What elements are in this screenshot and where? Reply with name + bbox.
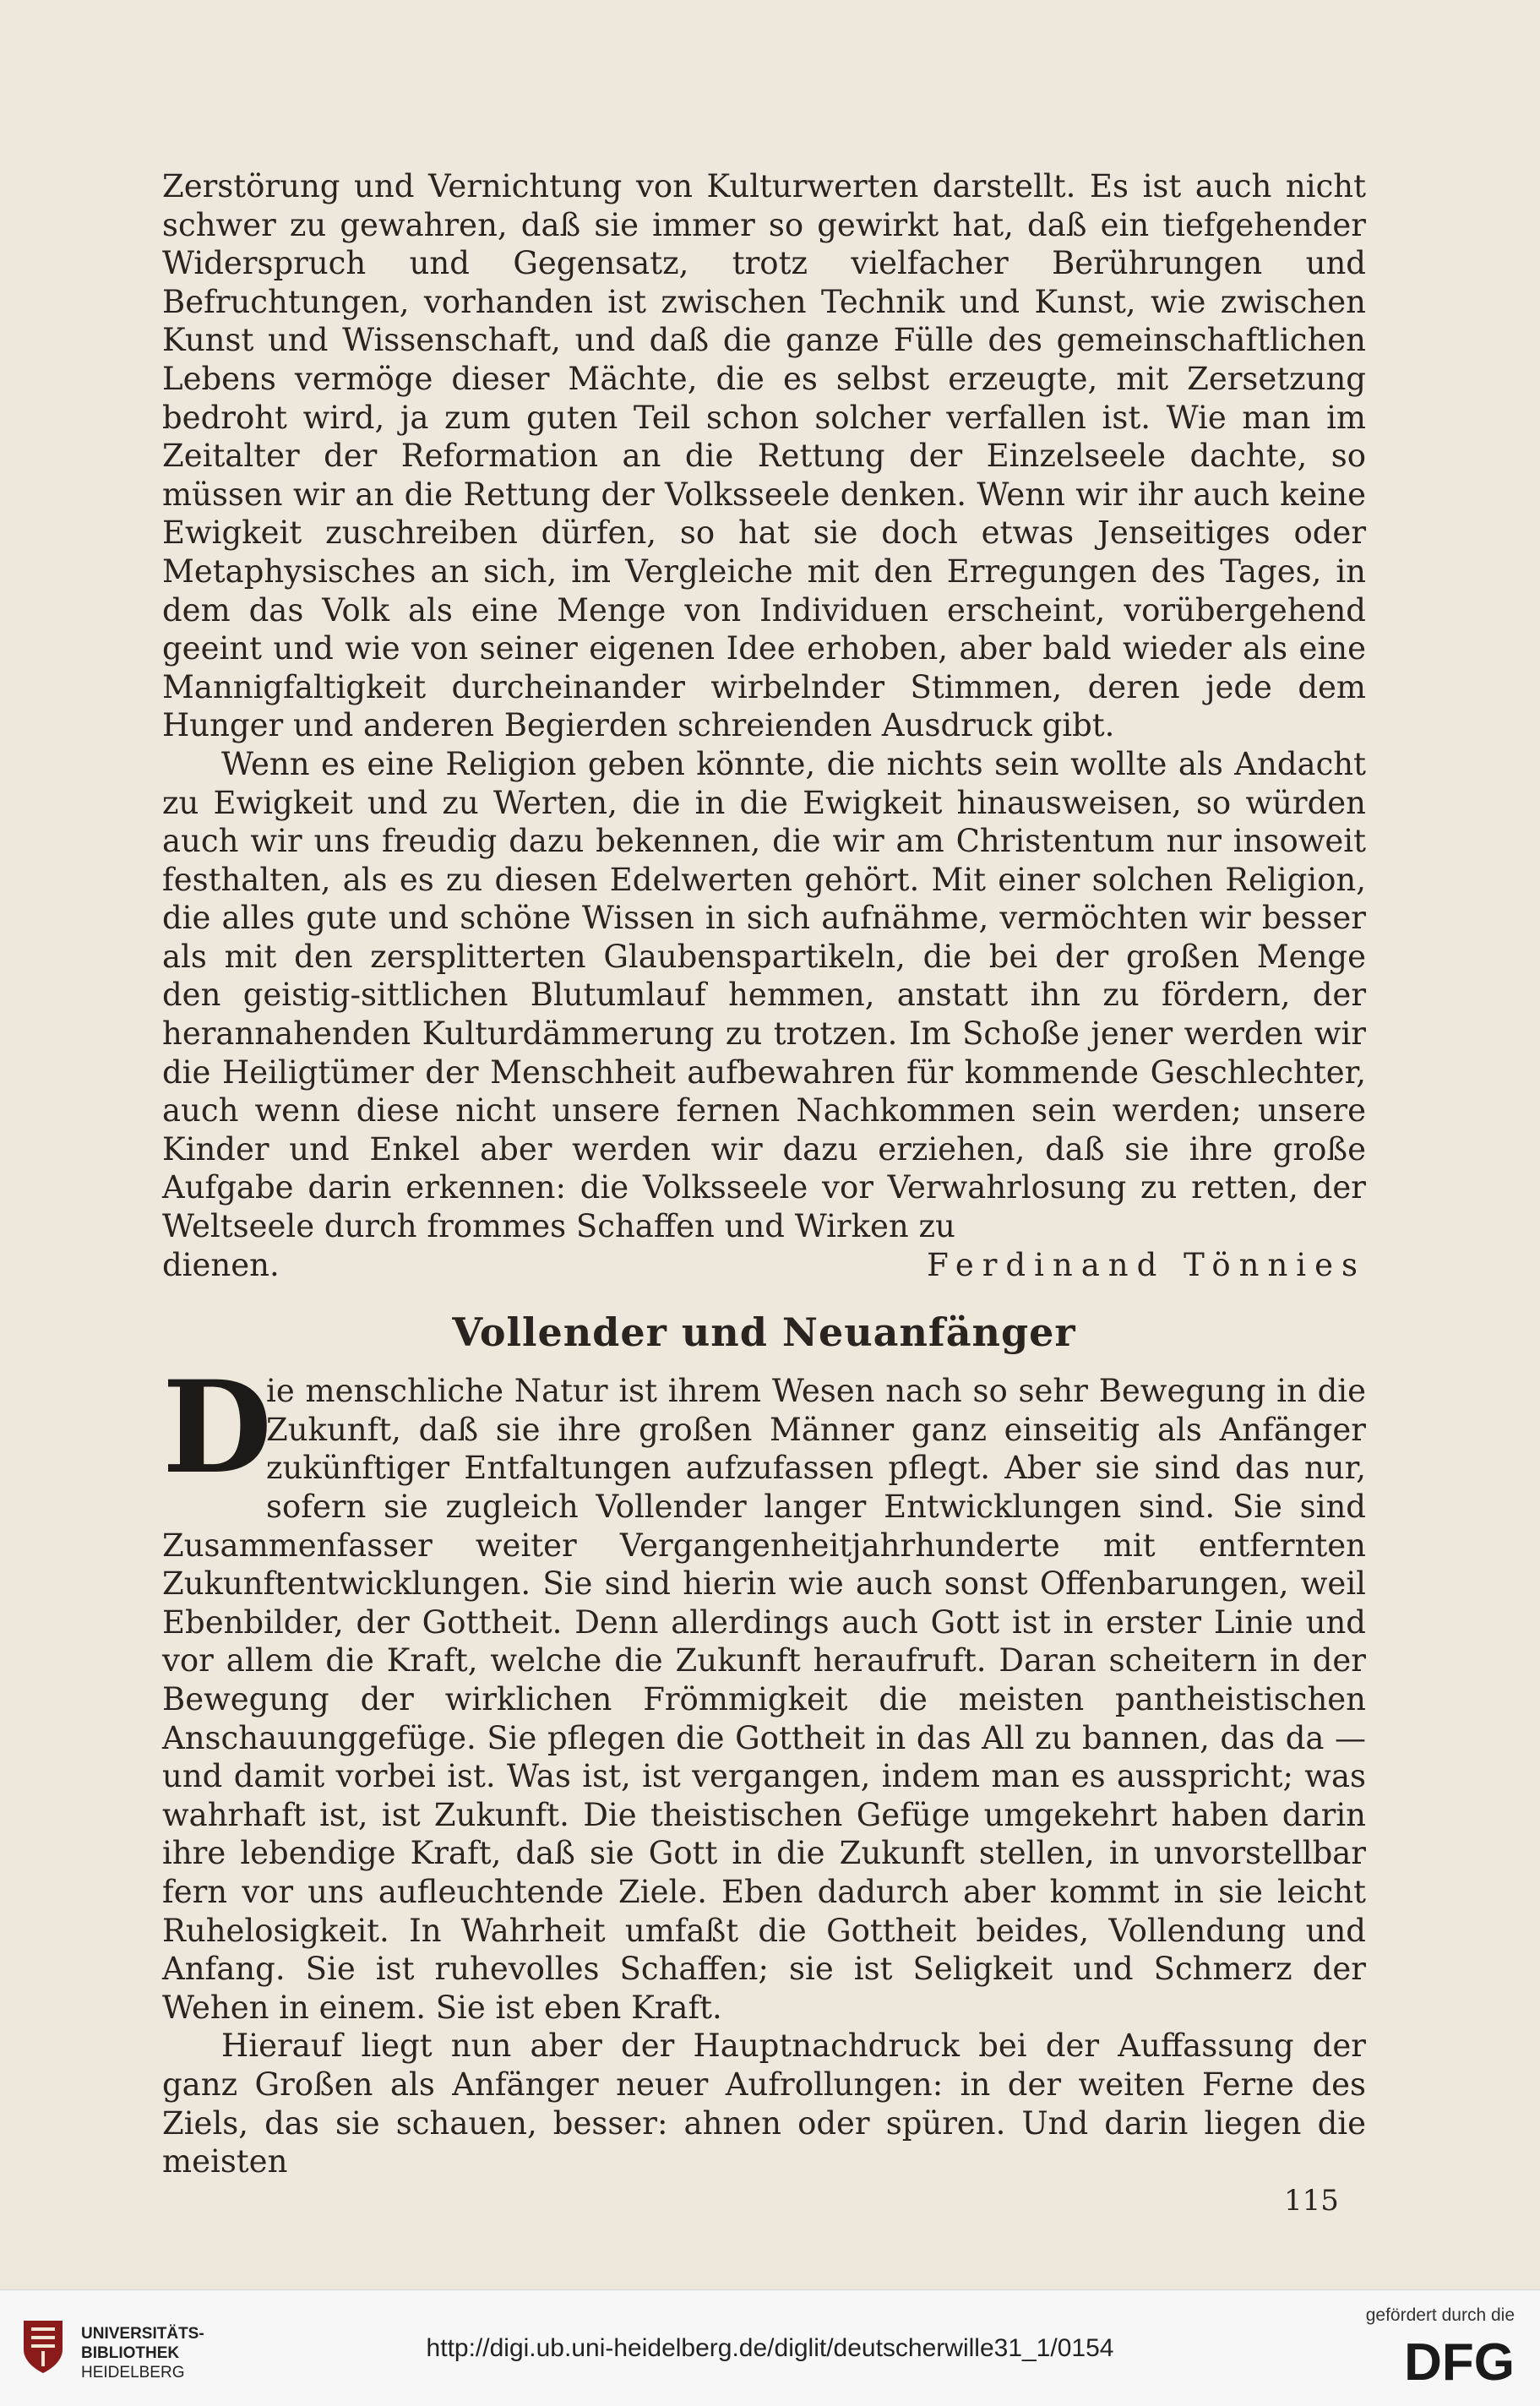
article2-paragraph-2: Hierauf liegt nun aber der Hauptnachdruck bei der Auffassung der ganz Großen als Anfänger neuer Aufrollungen: in der weiten Ferne des Ziels, das sie schauen, besser: ahnen oder spüren. Und darin liegen die meisten xyxy=(162,2028,1366,2180)
dfg-logo-text: DFG xyxy=(1404,2334,1515,2385)
dfg-logo-icon xyxy=(1364,2334,1516,2385)
university-name-line-2: BIBLIOTHEK xyxy=(81,2344,180,2362)
author-name: Ferdinand Tönnies xyxy=(927,1246,1366,1283)
page-number: 115 xyxy=(1284,2184,1339,2218)
source-url-link[interactable]: http://digi.ub.uni-heidelberg.de/diglit/deutscherwille31_1/0154 xyxy=(426,2334,1114,2362)
article2-paragraph-1-text: ie menschliche Natur ist ihrem Wesen nach so sehr Bewegung in die Zukunft, daß sie ihre großen Männer ganz einseitig als Anfänger zukünftiger Entfaltungen aufzufassen pflegt. Aber sie sind das nur, sofern sie zugleich Vollender langer Entwicklungen sind. Sie sind Zusammenfasser weiter Vergangenheitjahrhunderte mit entfernten Zukunftentwicklungen. Sie sind hierin wie auch sonst Offenbarungen, weil Ebenbilder, der Gottheit. Denn allerdings auch Gott ist in erster Linie und vor allem die Kraft, welche die Zukunft heraufruft. Daran scheitern in der Bewegung der wirklichen Frömmigkeit die meisten pantheistischen Anschauunggefüge. Sie pflegen die Gottheit in das All zu bannen, das da — und damit vorbei ist. Was ist, ist vergangen, indem man es ausspricht; was wahrhaft ist, ist Zukunft. Die theistischen Gefüge umgekehrt haben darin ihre lebendige Kraft, daß sie Gott in die Zukunft stellen, in unvorstellbar fern vor uns aufleuchtende Ziele. Eben dadurch aber kommt in sie leicht Ruhelosigkeit. In Wahrheit umfaßt die Gottheit beides, Vollendung und Anfang. Sie ist ruhevolles Schaffen; sie ist Seligkeit und Schmerz der Wehen in einem. Sie ist eben Kraft. xyxy=(162,1373,1366,2026)
article-heading: Vollender und Neuanfänger xyxy=(452,1309,1076,1356)
text-column xyxy=(162,167,1366,2181)
article1-paragraph-2: Wenn es eine Religion geben könnte, die nichts sein wollte als Andacht zu Ewigkeit und zu Werten, die in die Ewigkeit hinausweisen, so würden auch wir uns freudig dazu bekennen, die wir am Christentum nur insoweit festhalten, als es zu diesen Edelwerten gehört. Mit einer solchen Religion, die alles gute und schöne Wissen in sich aufnähme, vermöchten wir besser als mit den zersplitterten Glaubenspartikeln, die bei der großen Menge den geistig-sittlichen Blutumlauf hemmen, anstatt ihn zu fördern, der herannahenden Kulturdämmerung zu trotzen. Im Schoße jener werden wir die Heiligtümer der Menschheit aufbewahren für kommende Geschlechter, auch wenn diese nicht unsere fernen Nachkommen sein werden; unsere Kinder und Enkel aber werden wir dazu erziehen, daß sie ihre große Aufgabe darin erkennen: die Volksseele vor Verwahrlosung zu retten, der Weltseele durch frommes Schaffen und Wirken zu xyxy=(162,745,1366,1245)
article1-paragraph-1: Zerstörung und Vernichtung von Kulturwerten darstellt. Es ist auch nicht schwer zu gewahren, daß sie immer so gewirkt hat, daß ein tiefgehender Widerspruch und Gegensatz, trotz vielfacher Berührungen und Befruchtungen, vorhanden ist zwischen Technik und Kunst, wie zwischen Kunst und Wissenschaft, und daß die ganze Fülle des gemeinschaftlichen Lebens vermöge dieser Mächte, die es selbst erzeugte, mit Zersetzung bedroht wird, ja zum guten Teil schon solcher verfallen ist. Wie man im Zeitalter der Reformation an die Rettung der Einzelseele dachte, so müssen wir an die Rettung der Volksseele denken. Wenn wir ihr auch keine Ewigkeit zuschreiben dürfen, so hat sie doch etwas Jenseitiges oder Metaphysisches an sich, im Vergleiche mit den Erregungen des Tages, in dem das Volk als eine Menge von Individuen erscheint, vorübergehend geeint und wie von seiner eigenen Idee erhoben, aber bald wieder als eine Mannigfaltigkeit durcheinander wirbelnder Stimmen, deren jede dem Hunger und anderen Begierden schreienden Ausdruck gibt. xyxy=(162,168,1366,744)
viewer-footer xyxy=(0,2289,1540,2406)
signature-line xyxy=(162,1246,1366,1285)
drop-cap-letter: D xyxy=(162,1353,273,1503)
university-name-line-3: HEIDELBERG xyxy=(81,2364,185,2382)
university-name-line-1: UNIVERSITÄTS- xyxy=(81,2325,204,2343)
funded-by-label: gefördert durch die xyxy=(1365,2305,1515,2325)
article2-paragraph-1 xyxy=(162,1353,1366,2027)
closing-word: dienen. xyxy=(162,1246,280,1283)
